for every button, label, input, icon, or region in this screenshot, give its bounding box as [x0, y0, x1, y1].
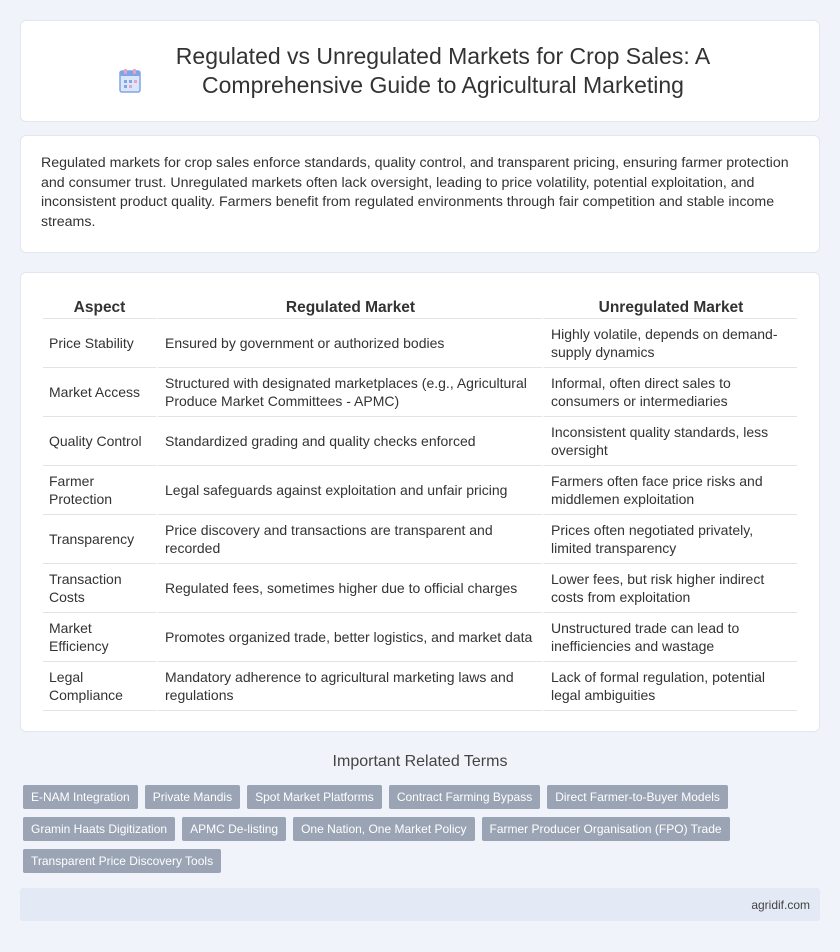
related-term-tag[interactable]: Spot Market Platforms	[247, 785, 382, 809]
cell-unregulated: Inconsistent quality standards, less oversight	[542, 417, 797, 466]
related-term-tag[interactable]: E-NAM Integration	[23, 785, 138, 809]
cell-regulated: Promotes organized trade, better logistics, and market data	[156, 613, 542, 662]
intro-card	[20, 135, 820, 253]
related-term-tag[interactable]: Private Mandis	[145, 785, 240, 809]
document-icon	[117, 68, 143, 94]
cell-regulated: Mandatory adherence to agricultural marketing laws and regulations	[156, 662, 542, 711]
table-row	[43, 368, 797, 417]
table-header-row	[43, 293, 797, 319]
cell-aspect: Quality Control	[43, 417, 156, 466]
table-row	[43, 319, 797, 368]
related-terms-title: Important Related Terms	[332, 753, 508, 770]
header-unregulated: Unregulated Market	[542, 293, 797, 319]
header-aspect: Aspect	[43, 293, 156, 319]
cell-regulated: Regulated fees, sometimes higher due to official charges	[156, 564, 542, 613]
cell-aspect: Transaction Costs	[43, 564, 156, 613]
cell-aspect: Farmer Protection	[43, 466, 156, 515]
cell-unregulated: Unstructured trade can lead to inefficiencies and wastage	[542, 613, 797, 662]
cell-unregulated: Informal, often direct sales to consumers or intermediaries	[542, 368, 797, 417]
table-row	[43, 613, 797, 662]
cell-aspect: Market Efficiency	[43, 613, 156, 662]
cell-unregulated: Farmers often face price risks and middlemen exploitation	[542, 466, 797, 515]
cell-regulated: Structured with designated marketplaces (e.g., Agricultural Produce Market Committees - APMC)	[156, 368, 542, 417]
cell-unregulated: Lower fees, but risk higher indirect costs from exploitation	[542, 564, 797, 613]
table-row	[43, 515, 797, 564]
intro-text: Regulated markets for crop sales enforce standards, quality control, and transparent pricing, ensuring farmer protection and consumer trust. Unregulated markets often lack oversight, leading to price volatility, potential exploitation, and inconsistent product quality. Farmers benefit from regulated environments through fair competition and stable income streams.	[41, 155, 789, 230]
cell-aspect: Market Access	[43, 368, 156, 417]
comparison-table	[43, 293, 797, 711]
table-row	[43, 466, 797, 515]
cell-aspect: Transparency	[43, 515, 156, 564]
related-term-tag[interactable]: Gramin Haats Digitization	[23, 817, 175, 841]
cell-aspect: Legal Compliance	[43, 662, 156, 711]
cell-regulated: Ensured by government or authorized bodies	[156, 319, 542, 368]
footer	[20, 888, 820, 921]
cell-regulated: Price discovery and transactions are transparent and recorded	[156, 515, 542, 564]
header-card	[20, 20, 820, 122]
table-row	[43, 417, 797, 466]
related-term-tag[interactable]: Transparent Price Discovery Tools	[23, 849, 221, 873]
cell-regulated: Legal safeguards against exploitation and unfair pricing	[156, 466, 542, 515]
table-row	[43, 662, 797, 711]
comparison-table-card	[20, 272, 820, 732]
cell-unregulated: Highly volatile, depends on demand-supply dynamics	[542, 319, 797, 368]
table-row	[43, 564, 797, 613]
cell-unregulated: Lack of formal regulation, potential legal ambiguities	[542, 662, 797, 711]
cell-unregulated: Prices often negotiated privately, limited transparency	[542, 515, 797, 564]
related-term-tag[interactable]: Farmer Producer Organisation (FPO) Trade	[482, 817, 730, 841]
header-regulated: Regulated Market	[156, 293, 542, 319]
footer-site-link[interactable]: agridif.com	[751, 897, 810, 912]
related-terms-list	[23, 785, 813, 873]
cell-regulated: Standardized grading and quality checks enforced	[156, 417, 542, 466]
related-term-tag[interactable]: One Nation, One Market Policy	[293, 817, 474, 841]
related-term-tag[interactable]: Contract Farming Bypass	[389, 785, 540, 809]
related-term-tag[interactable]: Direct Farmer-to-Buyer Models	[547, 785, 728, 809]
related-term-tag[interactable]: APMC De-listing	[182, 817, 286, 841]
cell-aspect: Price Stability	[43, 319, 156, 368]
page-title: Regulated vs Unregulated Markets for Crop Sales: A Comprehensive Guide to Agricultural Marketing	[175, 43, 711, 98]
